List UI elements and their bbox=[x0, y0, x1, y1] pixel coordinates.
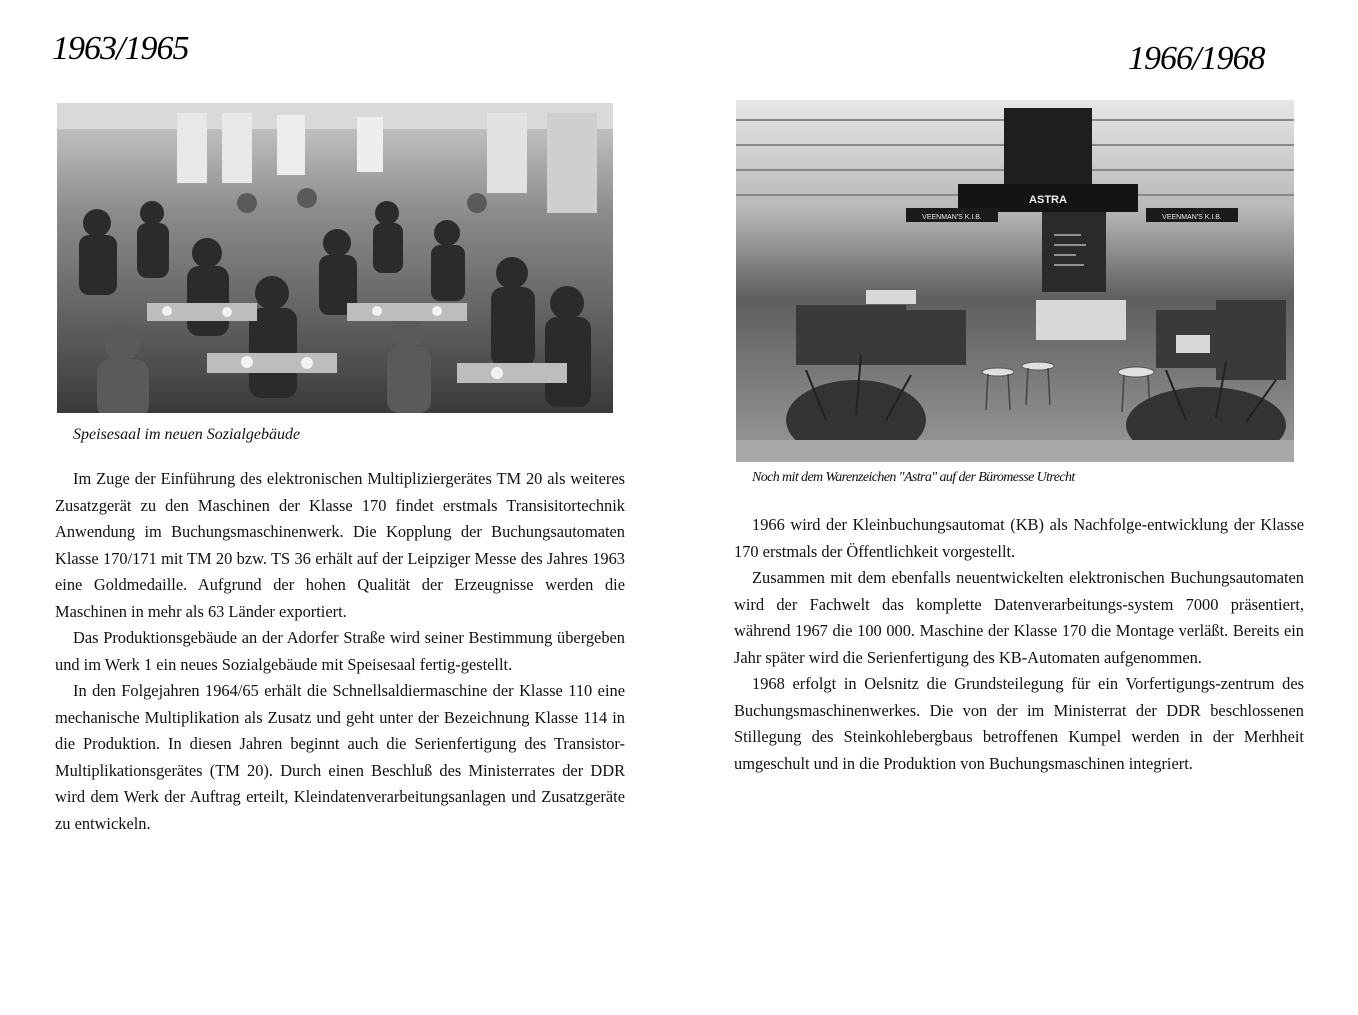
astra-sign: ASTRA bbox=[1029, 194, 1067, 206]
paragraph: 1966 wird der Kleinbuchungsautomat (KB) als Nachfolge-entwicklung der Klasse 170 erstmals der Öffentlichkeit vorgestellt. bbox=[734, 515, 1304, 561]
text-column-left bbox=[55, 466, 625, 837]
paragraph: Das Produktionsgebäude an der Adorfer Straße wird seiner Bestimmung übergeben und im Werk 1 ein neues Sozialgebäude mit Speisesaal fertig-gestellt. bbox=[55, 628, 625, 674]
paragraph: In den Folgejahren 1964/65 erhält die Schnellsaldiermaschine der Klasse 110 eine mechanische Multiplikation als Zusatz und geht unter der Bezeichnung Klasse 114 in die Produktion. In diesen Jahren beginnt auch die Serienfertigung des Transistor-Multiplikationsgerätes (TM 20). Durch einen Beschluß des Ministerrates der DDR wird dem Werk der Auftrag erteilt, Kleindatenverarbeitungsanlagen und Zusatzgeräte zu entwickeln. bbox=[55, 681, 625, 833]
paragraph: Im Zuge der Einführung des elektronischen Multipliziergerätes TM 20 als weiteres Zusatzgerät zu den Maschinen der Klasse 170 findet erstmals Transisitortechnik Anwendung im Buchungsmaschinenwerk. Die Kopplung der Buchungsautomaten Klasse 170/171 mit TM 20 bzw. TS 36 erhält auf der Leipziger Messe des Jahres 1963 eine Goldmedaille. Aufgrund der hohen Qualität der Erzeugnisse werden die Maschinen in mehr als 63 Länder exportiert. bbox=[55, 469, 625, 621]
photo-caption-right: Noch mit dem Warenzeichen "Astra" auf der Büromesse Utrecht bbox=[752, 470, 1075, 485]
trade-fair-photo bbox=[736, 100, 1294, 462]
photo-caption-left: Speisesaal im neuen Sozialgebäude bbox=[73, 426, 301, 443]
year-heading-left: 1963/1965 bbox=[52, 30, 189, 67]
paragraph: Zusammen mit dem ebenfalls neuentwickelten elektronischen Buchungsautomaten wird der Fachwelt das komplette Datenverarbeitungs-system 7000 präsentiert, während 1967 die 100 000. Maschine der Klasse 170 die Montage verläßt. Bereits ein Jahr später wird die Serienfertigung des KB-Automaten aufgenommen. bbox=[734, 568, 1304, 667]
veenman-sign-right: VEENMAN'S K.I.B. bbox=[1162, 214, 1222, 221]
veenman-sign-left: VEENMAN'S K.I.B. bbox=[922, 214, 982, 221]
text-column-right bbox=[734, 512, 1304, 777]
canteen-photo bbox=[57, 103, 613, 413]
year-heading-right: 1966/1968 bbox=[1128, 40, 1265, 77]
paragraph: 1968 erfolgt in Oelsnitz die Grundsteilegung für ein Vorfertigungs-zentrum des Buchungsmaschinenwerkes. Die von der im Ministerrat der DDR beschlossenen Stillegung des Steinkohlebergbaus betroffenen Kumpel werden in der Merhheit umgeschult und in die Produktion von Buchungsmaschinen integriert. bbox=[734, 674, 1304, 773]
